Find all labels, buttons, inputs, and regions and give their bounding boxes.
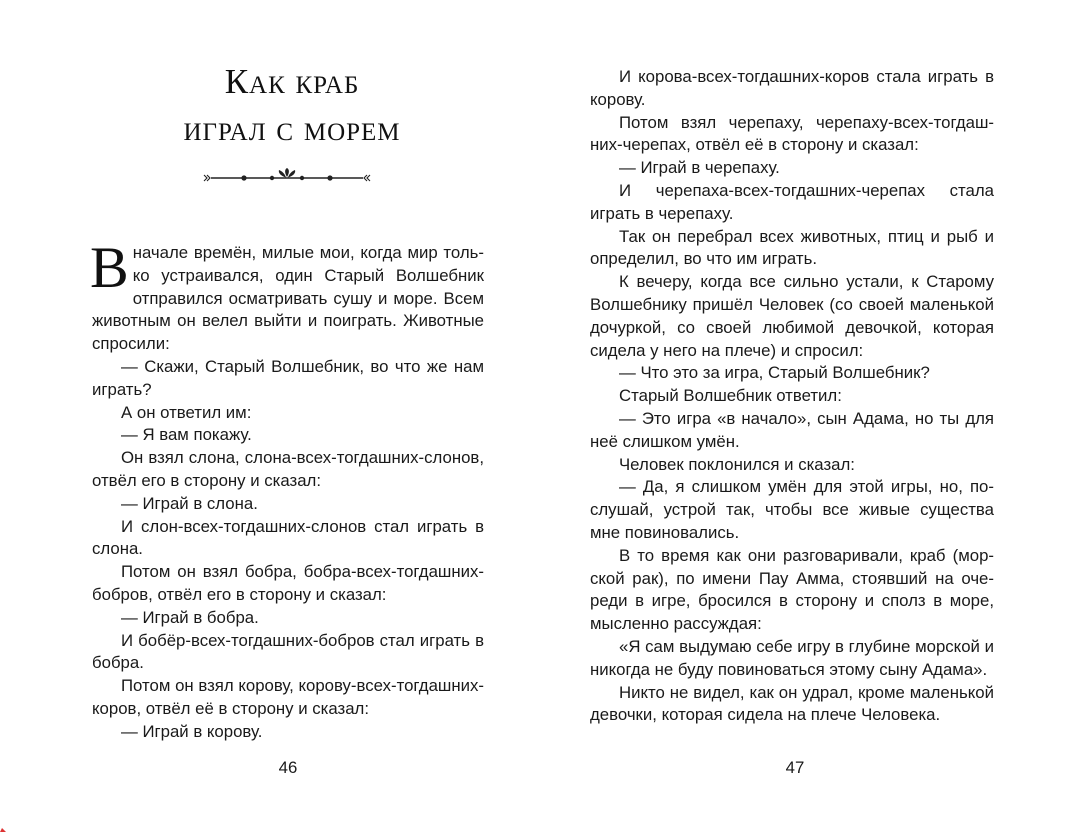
paragraph: Потом взял черепаху, черепаху-всех-тогдашних-черепах, отвёл её в сторону и сказал:	[590, 112, 994, 155]
page-number-left: 46	[278, 758, 298, 777]
paragraph: Потом он взял бобра, бобра-всех-тогдашних-бобров, отвёл его в сторону и сказал:	[92, 562, 484, 604]
paragraph-1-text: начале времён, милые мои, когда мир только устраивался, один Старый Волшебник отправился осматривать сушу и море. Всем животным он велел выйти и поиграть. Животные спросили:	[92, 243, 484, 354]
paragraph: И корова-всех-тогдашних-коров стала играть в корову.	[590, 67, 994, 109]
paragraph: — Это игра «в начало», сын Адама, но ты для неё слишком умён.	[590, 408, 994, 451]
paragraph: — Играй в бобра.	[121, 607, 259, 627]
paragraph: «Я сам выдумаю себе игру в глубине морской и никогда не буду повиноваться этому сыну Адама».	[590, 636, 994, 679]
drop-cap: В	[90, 235, 129, 300]
paragraph: И слон-всех-тогдашних-слонов стал играть в слона.	[92, 516, 484, 559]
paragraph: Никто не видел, как он удрал, кроме маленькой девочки, которая сидела на плече Человека.	[590, 682, 994, 725]
right-page	[590, 0, 998, 832]
paragraph: И черепаха-всех-тогдашних-черепах стала играть в черепаху.	[590, 180, 994, 223]
paragraph: Потом он взял корову, корову-всех-тогдашних-коров, отвёл её в сторону и сказал:	[92, 676, 484, 718]
corner-crop-mark-icon	[0, 813, 30, 832]
right-page-text	[590, 66, 994, 727]
paragraph: — Да, я слишком умён для этой игры, но, послушай, устрой так, чтобы все живые существа мне повиновались.	[590, 477, 994, 542]
paragraph: — Играй в черепаху.	[619, 158, 780, 178]
paragraph-1	[90, 235, 484, 356]
chapter-title-line-1: Как краб	[224, 62, 360, 101]
paragraph: Старый Волшебник ответил:	[619, 386, 842, 406]
page-number-right: 47	[785, 758, 805, 777]
paragraph: — Что это за игра, Старый Волшебник?	[619, 363, 930, 383]
left-page	[92, 0, 492, 832]
paragraph: — Я вам покажу.	[121, 425, 252, 445]
paragraph: Он взял слона, слона-всех-тогдашних-слонов, отвёл его в сторону и сказал:	[92, 448, 484, 490]
left-page-text	[90, 235, 484, 744]
paragraph: К вечеру, когда все сильно устали, к Старому Волшебнику пришёл Человек (со своей маленькой дочуркой, со своей любимой девочкой, которая сидела у него на плече) и спросил:	[590, 272, 994, 360]
paragraph: Человек поклонился и сказал:	[619, 454, 855, 474]
paragraph: В то время как они разговаривали, краб (морской рак), по имени Пау Амма, стоявший на очереди в игре, бросился в сторону и сполз в море, мысленно рассуждая:	[590, 545, 994, 634]
chapter-title	[92, 58, 492, 152]
leaf-flourish-divider-icon	[202, 168, 372, 188]
paragraph: А он ответил им:	[121, 402, 252, 422]
paragraph: И бобёр-всех-тогдашних-бобров стал играть в бобра.	[92, 630, 484, 673]
chapter-title-line-2: играл с морем	[183, 109, 401, 148]
paragraph: Так он перебрал всех животных, птиц и рыб и определил, во что им играть.	[590, 226, 994, 269]
paragraph: — Скажи, Старый Волшебник, во что же нам играть?	[92, 356, 484, 399]
paragraph: — Играй в слона.	[121, 493, 258, 513]
paragraph: — Играй в корову.	[121, 721, 263, 741]
